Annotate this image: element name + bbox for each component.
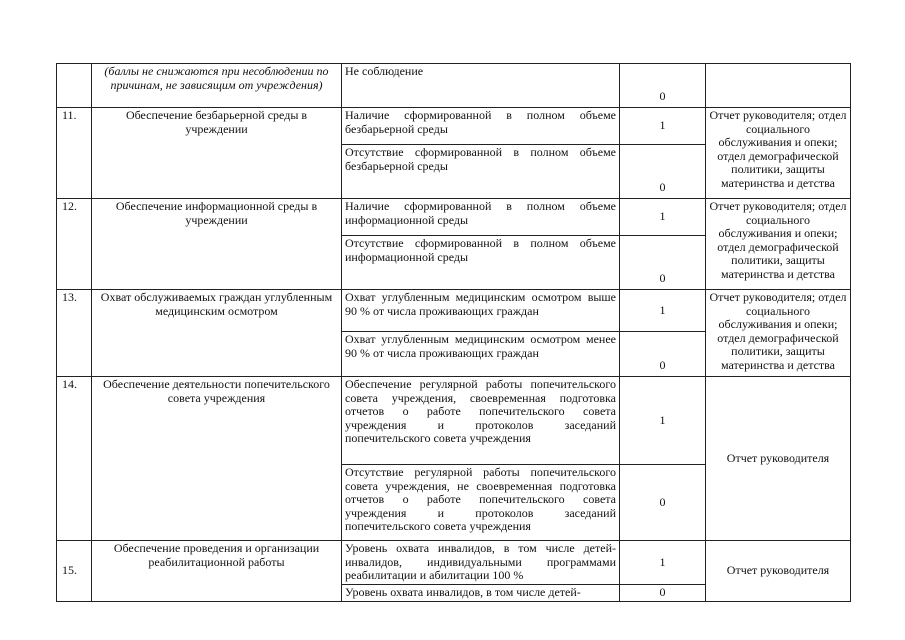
row-number: 11. (57, 108, 92, 199)
source-cell: Отчет руководителя (706, 377, 851, 541)
criterion-text: Охват углубленным медицинским осмотром менее 90 % от числа проживающих граждан (342, 332, 620, 377)
criterion-score: 0 (620, 64, 706, 108)
criteria-table (56, 63, 851, 602)
table-row (57, 290, 851, 332)
criterion-text: Отсутствие сформированной в полном объеме безбарьерной среды (342, 145, 620, 199)
criterion-text: Уровень охвата инвалидов, в том числе детей- (342, 585, 620, 602)
row-number: 12. (57, 199, 92, 290)
source-cell: Отчет руководителя; отдел социального обслуживания и опеки; отдел демографической политики, защиты материнства и детства (706, 108, 851, 199)
table-row (57, 108, 851, 145)
table-row (57, 64, 851, 108)
source-cell: Отчет руководителя; отдел социального обслуживания и опеки; отдел демографической политики, защиты материнства и детства (706, 290, 851, 377)
row-number (57, 64, 92, 108)
indicator-name: Обеспечение безбарьерной среды в учреждении (92, 108, 342, 199)
source-cell: Отчет руководителя (706, 541, 851, 602)
criterion-text: Отсутствие сформированной в полном объеме информационной среды (342, 236, 620, 290)
criterion-score: 0 (620, 585, 706, 602)
criterion-score: 0 (620, 332, 706, 377)
criterion-text: Отсутствие регулярной работы попечительского совета учреждения, не своевременная подготовка отчетов о работе попечительского совета учреждения и протоколов заседаний попечительского совета учреждения (342, 465, 620, 541)
table-row (57, 377, 851, 465)
criterion-score: 1 (620, 541, 706, 585)
criterion-score: 1 (620, 290, 706, 332)
indicator-name: Обеспечение информационной среды в учреждении (92, 199, 342, 290)
source-cell: Отчет руководителя; отдел социального обслуживания и опеки; отдел демографической политики, защиты материнства и детства (706, 199, 851, 290)
criterion-text: Наличие сформированной в полном объеме безбарьерной среды (342, 108, 620, 145)
row-number: 14. (57, 377, 92, 541)
criterion-score: 1 (620, 199, 706, 236)
source-cell (706, 64, 851, 108)
indicator-name: Обеспечение проведения и организации реабилитационной работы (92, 541, 342, 602)
criterion-text: Уровень охвата инвалидов, в том числе детей-инвалидов, индивидуальными программами реабилитации и абилитации 100 % (342, 541, 620, 585)
criterion-text: Не соблюдение (342, 64, 620, 108)
row-number: 13. (57, 290, 92, 377)
criterion-text: Обеспечение регулярной работы попечительского совета учреждения, своевременная подготовка отчетов о работе попечительского совета учреждения и протоколов заседаний попечительского совета учреждения (342, 377, 620, 465)
indicator-name: Обеспечение деятельности попечительского совета учреждения (92, 377, 342, 541)
criterion-score: 0 (620, 145, 706, 199)
criterion-score: 1 (620, 108, 706, 145)
criterion-text: Охват углубленным медицинским осмотром выше 90 % от числа проживающих граждан (342, 290, 620, 332)
row-number: 15. (57, 541, 92, 602)
criterion-score: 0 (620, 465, 706, 541)
criterion-score: 0 (620, 236, 706, 290)
table-row (57, 199, 851, 236)
criterion-text: Наличие сформированной в полном объеме информационной среды (342, 199, 620, 236)
criterion-score: 1 (620, 377, 706, 465)
indicator-name: (баллы не снижаются при несоблюдении по причинам, не зависящим от учреждения) (92, 64, 342, 108)
indicator-name: Охват обслуживаемых граждан углубленным медицинским осмотром (92, 290, 342, 377)
table-row (57, 541, 851, 585)
